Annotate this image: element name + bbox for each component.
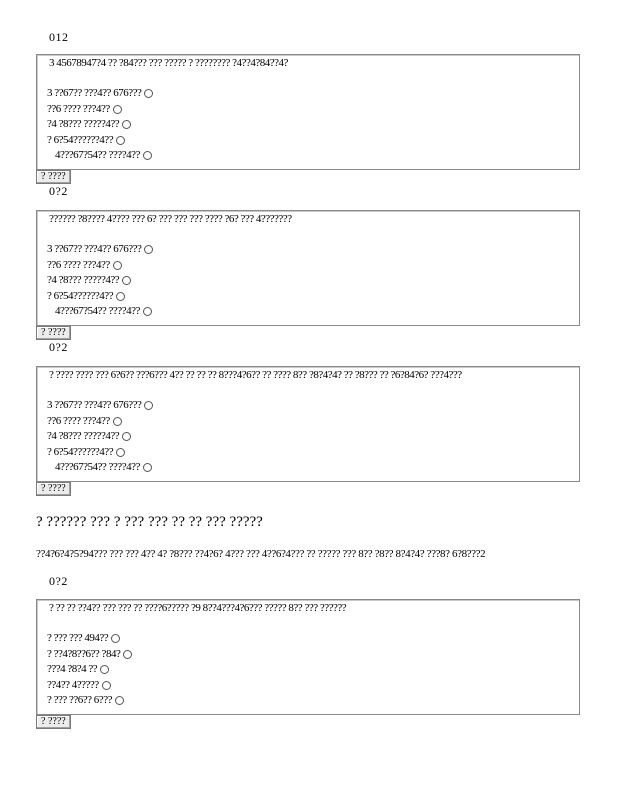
radio-button[interactable] (144, 89, 153, 98)
option[interactable] (47, 148, 153, 164)
option-label: ??4?? 4????? (47, 678, 99, 691)
radio-button[interactable] (100, 665, 109, 674)
section-paragraph: ??4?6?4?5?94??? ??? ??? 4?? 4? ?8??? ??4?6? 4??? ??? 4??6?4??? ?? ????? ??? 8?? ?8?? 8?4?4? ???8? 6?8???2 (36, 548, 486, 560)
question-number: 0?2 (49, 574, 68, 588)
option[interactable] (47, 662, 132, 678)
submit-button[interactable]: ? ???? (36, 326, 71, 340)
radio-button[interactable] (111, 634, 120, 643)
option-label: ??6 ???? ???4?? (47, 258, 110, 271)
radio-button[interactable] (144, 245, 153, 254)
radio-button[interactable] (144, 401, 153, 410)
options-list (47, 398, 153, 476)
question-box (36, 366, 580, 482)
option[interactable] (47, 86, 153, 102)
option[interactable] (47, 647, 132, 663)
option-label: ?4 ?8??? ?????4?? (47, 274, 120, 286)
radio-button[interactable] (113, 417, 122, 426)
option-label: 3 ??67?? ???4?? 676??? (47, 243, 142, 255)
option-label: 4???67?54?? ????4?? (55, 461, 140, 473)
radio-button[interactable] (122, 432, 131, 441)
radio-button[interactable] (122, 120, 131, 129)
options-list (47, 242, 153, 320)
option-label: 3 ??67?? ???4?? 676??? (47, 87, 142, 99)
option-label: ?4 ?8??? ?????4?? (47, 430, 120, 442)
option-label: 4???67?54?? ????4?? (55, 305, 140, 317)
option-label: ??6 ???? ???4?? (47, 102, 110, 115)
radio-button[interactable] (113, 261, 122, 270)
options-list (47, 631, 132, 709)
question-text: ? ???? ???? ??? 6?6?? ???6??? 4?? ?? ?? ?? 8???4?6?? ?? ???? 8?? ?8?4?4? ?? ?8??? ?? ?6?84?6? ???4??? (49, 369, 462, 381)
radio-button[interactable] (143, 307, 152, 316)
radio-button[interactable] (115, 696, 124, 705)
question-text: 3 45678947?4 ?? ?84??? ??? ????? ? ???????? ?4??4?84??4? (49, 57, 288, 69)
option-label: ? ??4?8??6?? ?84? (47, 647, 121, 660)
option[interactable] (47, 414, 153, 430)
option-label: ??6 ???? ???4?? (47, 414, 110, 427)
question-box (36, 54, 580, 170)
option-label: 4???67?54?? ????4?? (55, 149, 140, 161)
option-label: ? ??? ??6?? 6??? (47, 694, 112, 706)
submit-button[interactable]: ? ???? (36, 715, 71, 729)
option[interactable] (47, 631, 132, 647)
option[interactable] (47, 460, 153, 476)
radio-button[interactable] (123, 650, 132, 659)
option[interactable] (47, 102, 153, 118)
option[interactable] (47, 429, 153, 445)
radio-button[interactable] (143, 151, 152, 160)
option[interactable] (47, 273, 153, 289)
radio-button[interactable] (113, 105, 122, 114)
question-number: 0?2 (49, 340, 68, 354)
radio-button[interactable] (116, 292, 125, 301)
question-box (36, 210, 580, 326)
question-box (36, 599, 580, 715)
option-label: ???4 ?8?4 ?? (47, 663, 98, 675)
radio-button[interactable] (122, 276, 131, 285)
question-text: ? ?? ?? ??4?? ??? ??? ?? ????6????? ?9 8??4???4?6??? ????? 8?? ??? ?????? (49, 602, 347, 614)
options-list (47, 86, 153, 164)
option-label: ? 6?54??????4?? (47, 133, 114, 146)
question-text: ?????? ?8???? 4???? ??? 6? ??? ??? ??? ???? ?6? ??? 4??????? (49, 213, 292, 225)
option[interactable] (47, 693, 132, 709)
option[interactable] (47, 117, 153, 133)
option[interactable] (47, 678, 132, 694)
section-heading: ? ?????? ??? ? ??? ??? ?? ?? ??? ????? (36, 514, 263, 530)
radio-button[interactable] (143, 463, 152, 472)
option[interactable] (47, 304, 153, 320)
option[interactable] (47, 445, 153, 461)
option-label: 3 ??67?? ???4?? 676??? (47, 399, 142, 411)
option-label: ?4 ?8??? ?????4?? (47, 118, 120, 130)
submit-button[interactable]: ? ???? (36, 482, 71, 496)
option-label: ? ??? ??? 494?? (47, 632, 109, 644)
option[interactable] (47, 242, 153, 258)
radio-button[interactable] (116, 136, 125, 145)
submit-button[interactable]: ? ???? (36, 170, 71, 184)
option[interactable] (47, 133, 153, 149)
option-label: ? 6?54??????4?? (47, 445, 114, 458)
question-number: 012 (49, 30, 69, 44)
question-number: 0?2 (49, 184, 68, 198)
radio-button[interactable] (116, 448, 125, 457)
option-label: ? 6?54??????4?? (47, 289, 114, 302)
option[interactable] (47, 289, 153, 305)
radio-button[interactable] (102, 681, 111, 690)
option[interactable] (47, 398, 153, 414)
option[interactable] (47, 258, 153, 274)
